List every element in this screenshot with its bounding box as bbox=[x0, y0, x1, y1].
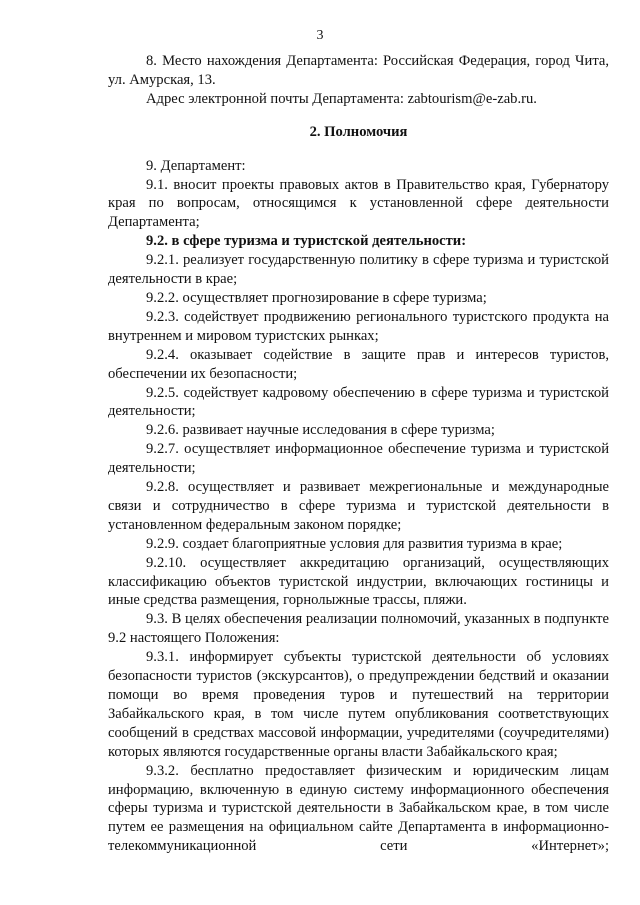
paragraph-9-2-2: 9.2.2. осуществляет прогнозирование в сфере туризма; bbox=[146, 289, 487, 306]
location-paragraph: 8. Место нахождения Департамента: Российская Федерация, город Чита, ул. Амурская, 13. bbox=[108, 53, 609, 88]
paragraph-9-2-4: 9.2.4. оказывает содействие в защите прав и интересов туристов, обеспечении их безопасности; bbox=[108, 346, 609, 382]
section-title: 2. Полномочия bbox=[309, 123, 408, 140]
paragraph-9-2-7: 9.2.7. осуществляет информационное обеспечение туризма и туристской деятельности; bbox=[108, 441, 609, 477]
paragraph-9: 9. Департамент: bbox=[146, 157, 246, 174]
paragraph-9-2-1: 9.2.1. реализует государственную политику в сфере туризма и туристской деятельности в крае; bbox=[108, 252, 609, 288]
page-number: 3 bbox=[316, 28, 324, 43]
email-paragraph: Адрес электронной почты Департамента: zabtourism@e-zab.ru. bbox=[146, 90, 537, 107]
paragraph-9-3-1: 9.3.1. информирует субъекты туристской деятельности об условиях безопасности туристов (экскурсантов), о предупреждении бедствий и оказании помощи во время проведения туров и путешествий на территории Забайкальского края, в том числе путем опубликования соответствующих сообщений в средствах массовой информации, учредителями (соучредителями) которых являются государственные органы власти Забайкальского края; bbox=[108, 649, 609, 760]
paragraph-9-2-heading: 9.2. в сфере туризма и туристской деятельности: bbox=[146, 233, 467, 250]
paragraph-9-3-2: 9.3.2. бесплатно предоставляет физическим и юридическим лицам информацию, включенную в единую систему информационного обеспечения сферы туризма и туристской деятельности в Забайкальском крае, в том числе путем ее размещения на официальном сайте Департамента в информационно-телекоммуникационной сети «Интернет»; bbox=[108, 762, 609, 855]
paragraph-9-2-8: 9.2.8. осуществляет и развивает межрегиональные и международные связи и сотрудничество в сфере туризма и туристской деятельности в установленном федеральным законом порядке; bbox=[108, 479, 609, 533]
paragraph-9-2-10: 9.2.10. осуществляет аккредитацию организаций, осуществляющих классификацию объектов туристской индустрии, включающих гостиницы и иные средства размещения, горнолыжные трассы, пляжи. bbox=[108, 554, 609, 609]
paragraph-9-2-6: 9.2.6. развивает научные исследования в сфере туризма; bbox=[146, 422, 495, 439]
paragraph-9-2-9: 9.2.9. создает благоприятные условия для развития туризма в крае; bbox=[146, 535, 563, 552]
document-body bbox=[108, 52, 609, 856]
paragraph-9-2-3: 9.2.3. содействует продвижению регионального туристского продукта на внутреннем и мировом туристских рынках; bbox=[108, 308, 609, 344]
paragraph-9-3: 9.3. В целях обеспечения реализации полномочий, указанных в подпункте 9.2 настоящего Положения: bbox=[108, 611, 609, 647]
paragraph-9-2-5: 9.2.5. содействует кадровому обеспечению в сфере туризма и туристской деятельности; bbox=[108, 384, 609, 420]
paragraph-9-1: 9.1. вносит проекты правовых актов в Правительство края, Губернатору края по вопросам, относящимся к установленной сфере деятельности Департамента; bbox=[108, 176, 609, 231]
